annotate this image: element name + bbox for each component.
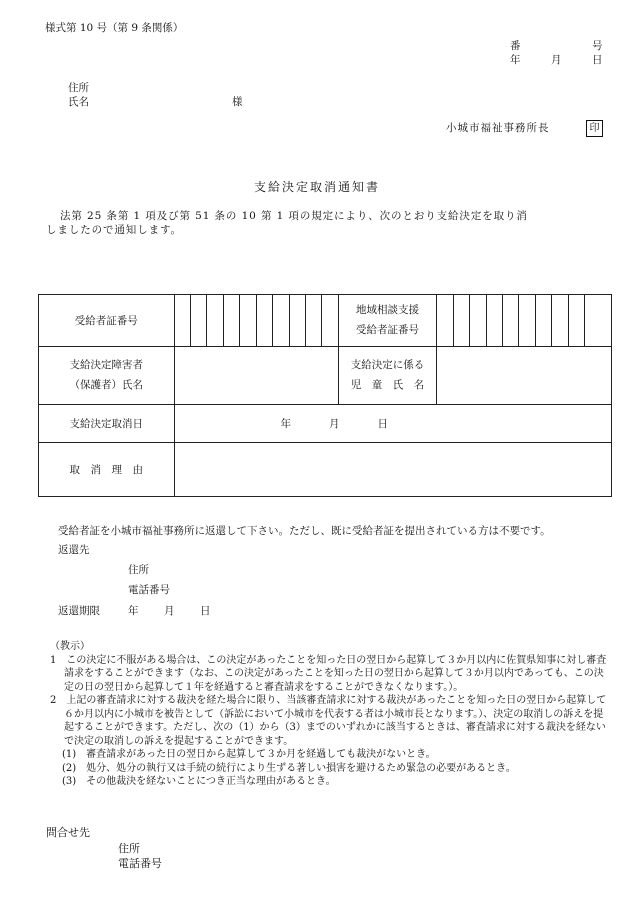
regional-cert-digit[interactable] (437, 295, 453, 347)
person-name-label (39, 347, 175, 405)
return-deadline-year: 年 (128, 605, 139, 617)
number-label: 番 (510, 40, 521, 52)
cancel-day: 日 (377, 418, 389, 430)
child-name-label-line2: 児 童 氏 名 (350, 378, 425, 391)
return-deadline-day: 日 (200, 605, 211, 617)
cancel-date-label: 支給決定取消日 (39, 405, 175, 443)
addressee-address-label: 住所 (68, 82, 89, 94)
instruction-item-1: 1 この決定に不服がある場合は、この決定があったことを知った日の翌日から起算して３か月以内に佐賀県知事に対し審査請求をすることができます（なお、この決定があったことを知った日の翌日から起算して３か月以内であっても、この決定の日の翌日から起算して１年を経過すると審査請求をすることができなくなります。）。 (50, 654, 607, 693)
instruction-sub-2: (2) 処分、処分の執行又は手続の続行により生ずる著しい損害を避けるため緊急の必要があるとき。 (62, 762, 516, 774)
person-name-field[interactable] (174, 347, 338, 405)
regional-cert-digit[interactable] (453, 295, 469, 347)
instruction-sub-3: (3) その他裁決を経ないことにつき正当な理由があるとき。 (62, 776, 336, 787)
table-row (39, 405, 612, 443)
return-address-label: 住所 (128, 564, 149, 576)
recipient-cert-digit[interactable] (174, 295, 190, 347)
contact-address-label: 住所 (118, 842, 140, 855)
month-label: 月 (551, 54, 562, 66)
child-name-field[interactable] (437, 347, 612, 405)
intro-line-2: しましたので通知します。 (46, 224, 182, 236)
cancel-year: 年 (280, 418, 292, 430)
number-suffix: 号 (592, 40, 603, 52)
instruction-sub-1: (1) 審査請求があった日の翌日から起算して３か月を経過しても裁決がないとき。 (62, 749, 436, 760)
regional-cert-digit[interactable] (568, 295, 584, 347)
regional-cert-label (338, 295, 437, 347)
recipient-cert-digit[interactable] (190, 295, 206, 347)
issuer-name: 小城市福祉事務所長 (446, 122, 550, 134)
recipient-cert-digit[interactable] (223, 295, 239, 347)
person-name-label-line1: 支給決定障害者 (69, 358, 144, 371)
document-title: 支給決定取消通知書 (254, 180, 381, 194)
cancel-reason-field[interactable] (174, 443, 611, 497)
child-name-label-line1: 支給決定に係る (350, 358, 425, 371)
table-row (39, 295, 612, 347)
addressee-name-label: 氏名 (68, 96, 89, 108)
addressee-honorific: 様 (232, 96, 243, 108)
recipient-cert-digit[interactable] (207, 295, 223, 347)
cancel-date-field[interactable] (174, 405, 611, 443)
year-label: 年 (510, 54, 521, 66)
regional-cert-label-line2: 受給者証番号 (356, 323, 420, 336)
cancellation-form-table (38, 294, 612, 497)
table-row (39, 443, 612, 497)
contact-phone-label: 電話番号 (118, 857, 162, 870)
instructions-heading: （教示） (50, 641, 90, 652)
intro-line-1: 法第 25 条第 1 項及び第 51 条の 10 第 1 項の規定により、次のとおり支給決定を取り消 (60, 210, 528, 222)
regional-cert-digit[interactable] (585, 295, 612, 347)
regional-cert-digit[interactable] (535, 295, 551, 347)
cancel-month: 月 (329, 418, 340, 430)
recipient-cert-digit[interactable] (273, 295, 289, 347)
form-number: 様式第 10 号（第 9 条関係） (45, 22, 184, 34)
return-deadline-label: 返還期限 (58, 605, 100, 617)
child-name-label (338, 347, 437, 405)
instruction-item-2: 2 上記の審査請求に対する裁決を経た場合に限り、当該審査請求に対する裁決があったことを知った日の翌日から起算して６か月以内に小城市を被告として（訴訟において小城市を代表する者は小城市長となります。）、決定の取消しの訴えを提起することができます。ただし、次の（1）から（3）までのいずれかに該当するときは、審査請求に対する裁決を経ないで決定の取消しの訴えを提起することができます。 (50, 695, 607, 747)
recipient-cert-digit[interactable] (305, 295, 321, 347)
table-row (39, 347, 612, 405)
return-deadline-month: 月 (164, 605, 175, 617)
recipient-cert-digit[interactable] (322, 295, 338, 347)
seal-box: 印 (586, 120, 603, 137)
recipient-cert-digit[interactable] (256, 295, 272, 347)
cancel-reason-label: 取 消 理 由 (39, 443, 175, 497)
recipient-cert-digit[interactable] (289, 295, 305, 347)
contact-label: 問合せ先 (46, 826, 90, 839)
regional-cert-label-line1: 地域相談支援 (356, 303, 420, 316)
return-phone-label: 電話番号 (128, 584, 170, 596)
regional-cert-digit[interactable] (470, 295, 486, 347)
regional-cert-digit[interactable] (519, 295, 535, 347)
regional-cert-digit[interactable] (486, 295, 502, 347)
person-name-label-line2: （保護者）氏名 (69, 378, 144, 391)
return-notice: 受給者証を小城市福祉事務所に返還して下さい。ただし、既に受給者証を提出されている方は不要です。 (58, 525, 551, 537)
regional-cert-digit[interactable] (552, 295, 568, 347)
recipient-cert-label: 受給者証番号 (39, 295, 175, 347)
recipient-cert-digit[interactable] (240, 295, 256, 347)
instructions-block (50, 640, 610, 789)
return-destination-label: 返還先 (58, 544, 90, 556)
regional-cert-digit[interactable] (503, 295, 519, 347)
day-label: 日 (592, 54, 603, 66)
